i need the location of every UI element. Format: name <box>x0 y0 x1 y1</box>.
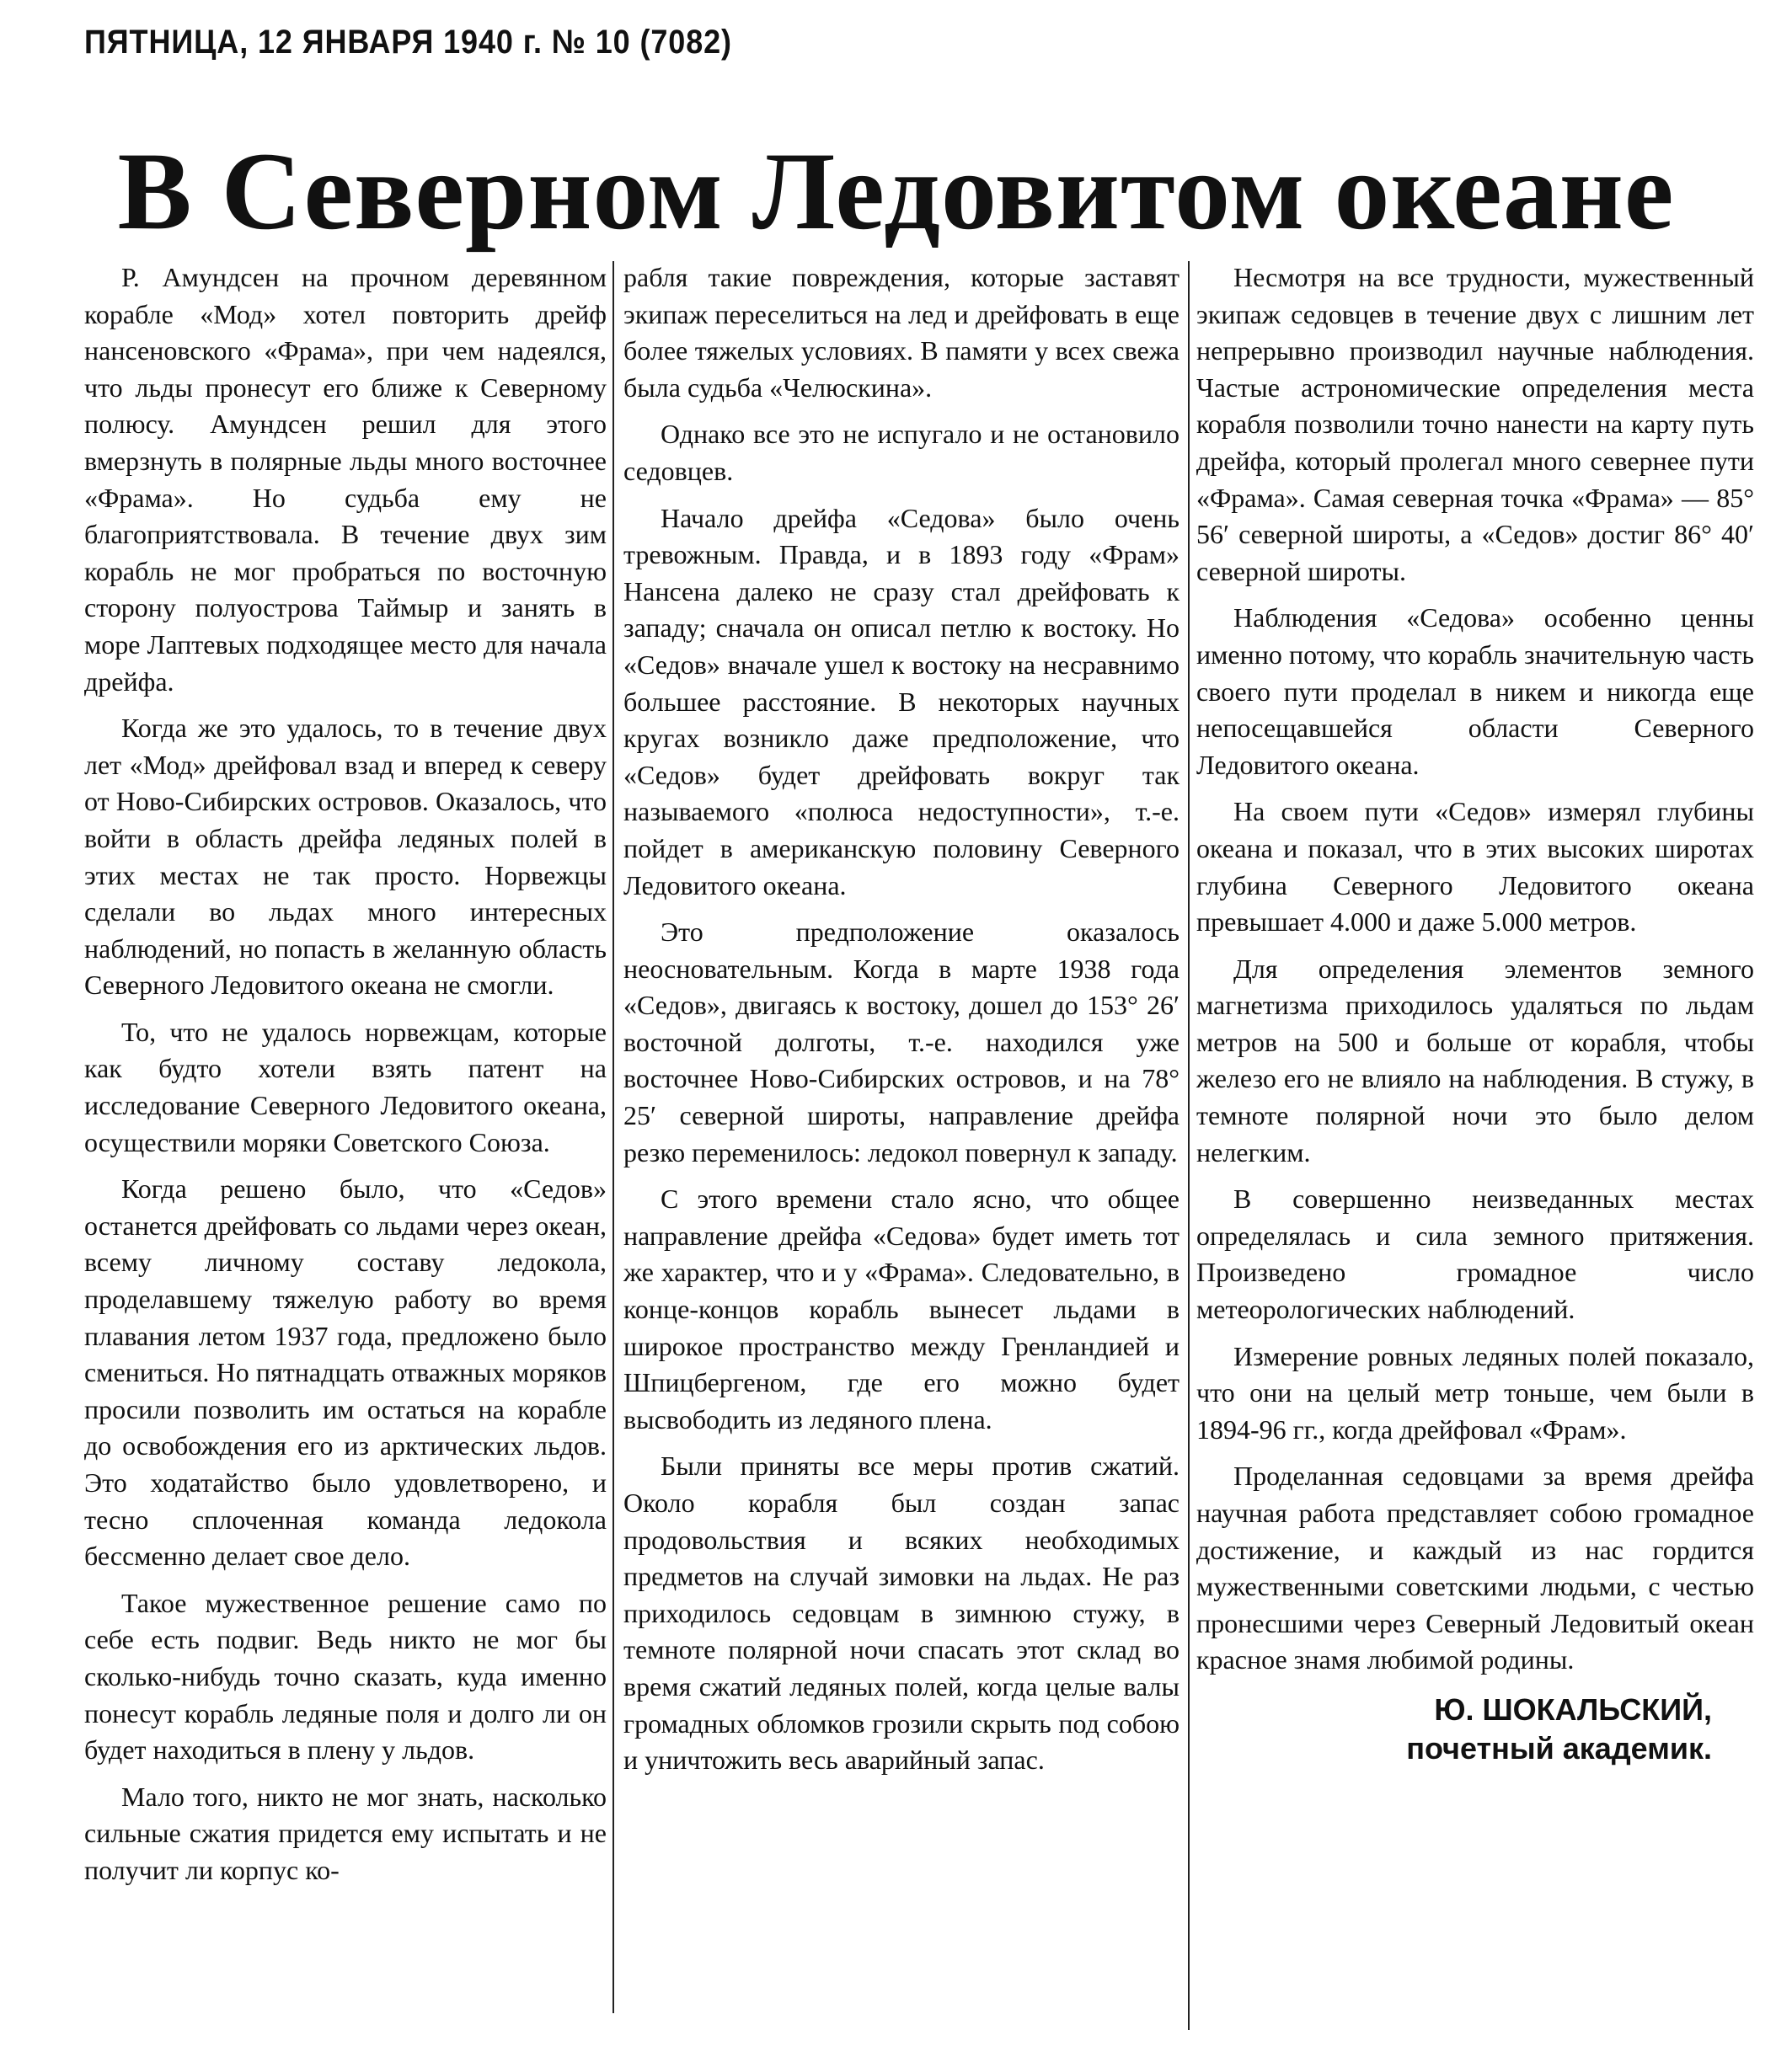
article-column-3 <box>1196 259 1754 1768</box>
paragraph: Проделанная седовцами за время дрейфа научная работа представляет собою громадное достижение, и каждый из нас гордится мужественными советскими людьми, с честью пронесшими через Северный Ледовитый океан красное знамя любимой родины. <box>1196 1461 1754 1675</box>
author-name: Ю. ШОКАЛЬСКИЙ, <box>1434 1691 1712 1727</box>
paragraph: Несмотря на все трудности, мужественный экипаж седовцев в течение двух с лишним лет непрерывно производил научные наблюдения. Частые астрономические определения места корабля позволили точно нанести на карту путь дрейфа, который пролегал много севернее пути «Фрама». Самая северная точка «Фрама» — 85° 56′ северной широты, а «Седов» достиг 86° 40′ северной широты. <box>1196 262 1754 586</box>
paragraph: Наблюдения «Седова» особенно ценны именно потому, что корабль значительную часть своего пути проделал в никем и никогда еще непосещавшейся области Северного Ледовитого океана. <box>1196 602 1754 780</box>
paragraph: Это предположение оказалось неосновательным. Когда в марте 1938 года «Седов», двигаясь к востоку, дошел до 153° 26′ восточной долготы, т.-е. находился уже восточнее Ново-Сибирских островов, и на 78° 25′ северной широты, направление дрейфа резко переменилось: ледокол повернул к западу. <box>623 916 1180 1167</box>
paragraph: Такое мужественное решение само по себе есть подвиг. Ведь никто не мог бы сколько-нибудь точно сказать, куда именно понесут корабль ледяные поля и долго ли он будет находиться в плену у льдов. <box>84 1587 607 1766</box>
paragraph: Когда же это удалось, то в течение двух лет «Мод» дрейфовал взад и вперед к северу от Ново-Сибирских островов. Оказалось, что войти в область дрейфа ледяных полей в этих местах не так просто. Норвежцы сделали во льдах много интересных наблюдений, но попасть в желанную область Северного Ледовитого океана не смогли. <box>84 713 607 1001</box>
article-column-2 <box>623 259 1180 1789</box>
paragraph: рабля такие повреждения, которые заставят экипаж переселиться на лед и дрейфовать в еще более тяжелых условиях. В памяти у всех свежа была судьба «Челюскина». <box>623 262 1180 403</box>
author-title: почетный академик. <box>1406 1730 1712 1766</box>
article-title: В Северном Ледовитом океане <box>117 129 1675 253</box>
paragraph: Однако все это не испугало и не остановило седовцев. <box>623 419 1180 486</box>
paragraph: Измерение ровных ледяных полей показало, что они на целый метр тоньше, чем были в 1894-96 гг., когда дрейфовал «Фрам». <box>1196 1340 1754 1445</box>
paragraph: В совершенно неизведанных местах определялась и сила земного притяжения. Произведено громадное число метеорологических наблюдений. <box>1196 1183 1754 1325</box>
paragraph: То, что не удалось норвежцам, которые как будто хотели взять патент на исследование Северного Ледовитого океана, осуществили моряки Советского Союза. <box>84 1016 607 1157</box>
paragraph: Для определения элементов земного магнетизма приходилось удаляться по льдам метров на 500 и больше от корабля, чтобы железо его не влияло на наблюдения. В стужу, в темноте полярной ночи это было делом нелегким. <box>1196 953 1754 1167</box>
paragraph: На своем пути «Седов» измерял глубины океана и показал, что в этих высоких широтах глубина Северного Ледовитого океана превышает 4.000 и даже 5.000 метров. <box>1196 796 1754 938</box>
paragraph: С этого времени стало ясно, что общее направление дрейфа «Седова» будет иметь тот же характер, что и у «Фрама». Следовательно, в конце-концов корабль вынесет льдами в широкое пространство между Гренландией и Шпицбергеном, где его можно будет высвободить из ледяного плена. <box>623 1183 1180 1435</box>
paragraph: Когда решено было, что «Седов» останется дрейфовать со льдами через океан, всему личному составу ледокола, проделавшему тяжелую работу во время плавания летом 1937 года, предложено было смениться. Но пятнадцать отважных моряков просили позволить им остаться на корабле до освобождения его из арктических льдов. Это ходатайство было удовлетворено, и тесно сплоченная команда ледокола бессменно делает свое дело. <box>84 1173 607 1572</box>
author-signature <box>1196 1691 1754 1768</box>
column-divider <box>1188 261 1190 2030</box>
issue-dateline: ПЯТНИЦА, 12 ЯНВАРЯ 1940 г. № 10 (7082) <box>84 24 732 61</box>
paragraph: Мало того, никто не мог знать, насколько сильные сжатия придется ему испытать и не получит ли корпус ко- <box>84 1781 607 1885</box>
paragraph: Р. Амундсен на прочном деревянном корабле «Мод» хотел повторить дрейф нансеновского «Фрама», при чем надеялся, что льды пронесут его ближе к Северному полюсу. Амундсен решил для этого вмерзнуть в полярные льды много восточнее «Фрама». Но судьба ему не благоприятствовала. В течение двух зим корабль не мог пробраться по восточную сторону полуострова Таймыр и занять в море Лаптевых подходящее место для начала дрейфа. <box>84 262 607 697</box>
paragraph: Начало дрейфа «Седова» было очень тревожным. Правда, и в 1893 году «Фрам» Нансена далеко не сразу стал дрейфовать к западу; сначала он описал петлю к востоку. Но «Седов» вначале ушел к востоку на несравнимо большее расстояние. В некоторых научных кругах возникло даже предположение, что «Седов» будет дрейфовать вокруг так называемого «полюса недоступности», т.-е. пойдет в американскую половину Северного Ледовитого океана. <box>623 502 1180 900</box>
column-divider <box>612 261 614 2013</box>
paragraph: Были приняты все меры против сжатий. Около корабля был создан запас продовольствия и всяких необходимых предметов на случай зимовки на льдах. Не раз приходилось седовцам в зимнюю стужу, в темноте полярной ночи спасать этот склад во время сжатий ледяных полей, когда целые валы громадных обломков грозили скрыть под собою и уничтожить весь аварийный запас. <box>623 1451 1180 1776</box>
article-column-1 <box>84 259 607 1899</box>
